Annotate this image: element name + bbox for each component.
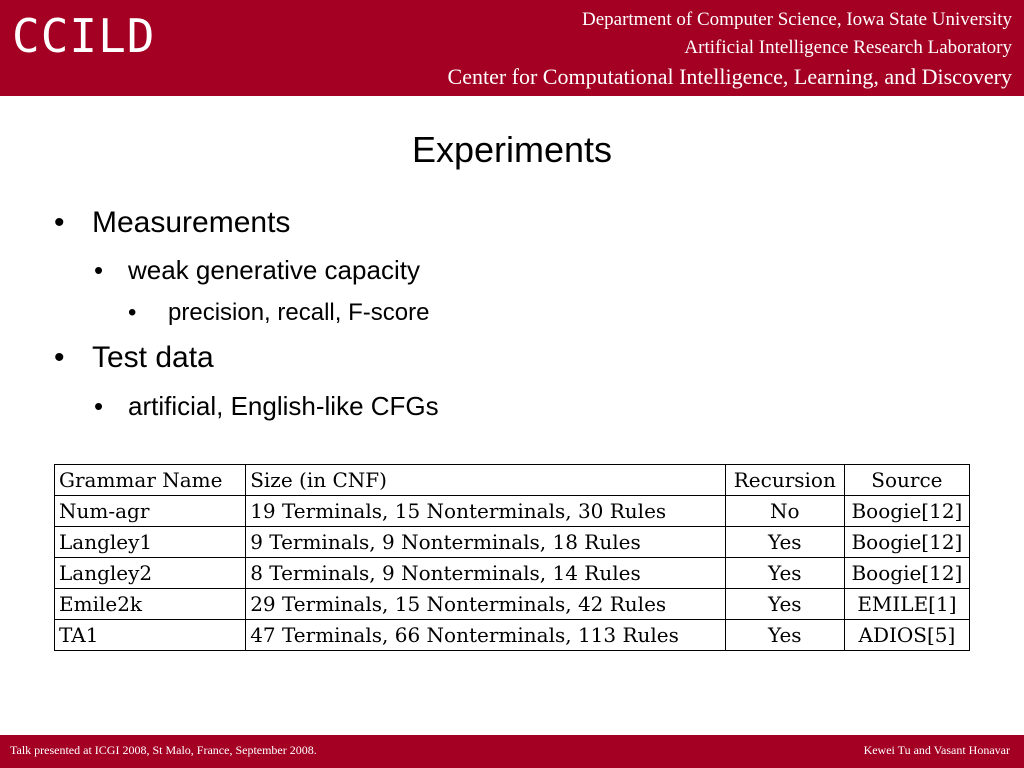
header-recursion: Recursion [725, 465, 844, 496]
table-row [55, 527, 970, 558]
bullet-text: weak generative capacity [128, 255, 420, 285]
cell-size: 8 Terminals, 9 Nonterminals, 14 Rules [246, 558, 726, 589]
bullet-dot: • [94, 255, 104, 285]
affiliation-department: Department of Computer Science, Iowa State University [581, 9, 1012, 30]
cell-grammar-name: TA1 [55, 620, 246, 651]
bullet-test-data [54, 341, 214, 375]
cell-grammar-name: Langley1 [55, 527, 246, 558]
cell-grammar-name: Langley2 [55, 558, 246, 589]
bullet-text: Measurements [92, 206, 291, 239]
cell-source: Boogie[12] [844, 496, 969, 527]
bullet-measurements [54, 206, 291, 240]
cell-source: EMILE[1] [844, 589, 969, 620]
header-grammar-name: Grammar Name [55, 465, 246, 496]
cell-recursion: Yes [725, 558, 844, 589]
header-size: Size (in CNF) [246, 465, 726, 496]
cell-source: Boogie[12] [844, 527, 969, 558]
cell-grammar-name: Emile2k [55, 589, 246, 620]
cell-size: 29 Terminals, 15 Nonterminals, 42 Rules [246, 589, 726, 620]
cell-source: Boogie[12] [844, 558, 969, 589]
cell-size: 19 Terminals, 15 Nonterminals, 30 Rules [246, 496, 726, 527]
bullet-dot: • [94, 391, 104, 421]
bullet-text: Test data [92, 341, 214, 374]
cell-size: 9 Terminals, 9 Nonterminals, 18 Rules [246, 527, 726, 558]
cell-recursion: Yes [725, 527, 844, 558]
bullet-precision [128, 299, 430, 327]
ccild-logo: CCILD [12, 9, 156, 63]
bullet-dot: • [54, 206, 65, 239]
cell-source: ADIOS[5] [844, 620, 969, 651]
bullet-dot: • [54, 341, 65, 374]
footer-talk-info: Talk presented at ICGI 2008, St Malo, France, September 2008. [10, 743, 317, 757]
cell-recursion: Yes [725, 589, 844, 620]
header-source: Source [844, 465, 969, 496]
cell-size: 47 Terminals, 66 Nonterminals, 113 Rules [246, 620, 726, 651]
table-row [55, 496, 970, 527]
header-bar [0, 0, 1024, 96]
table-header-row [55, 465, 970, 496]
bullet-text: precision, recall, F-score [168, 299, 430, 326]
grammar-table [54, 464, 970, 651]
table-row [55, 589, 970, 620]
bullet-text: artificial, English-like CFGs [128, 391, 439, 421]
affiliation-block [448, 6, 1012, 92]
cell-recursion: Yes [725, 620, 844, 651]
footer-authors: Kewei Tu and Vasant Honavar [863, 743, 1010, 757]
slide-title: Experiments [411, 129, 613, 170]
bullet-dot: • [128, 299, 137, 326]
table-row [55, 620, 970, 651]
bullet-artificial [94, 391, 439, 422]
table-row [55, 558, 970, 589]
cell-grammar-name: Num-agr [55, 496, 246, 527]
footer-bar [0, 735, 1024, 768]
bullet-weak-capacity [94, 255, 420, 286]
affiliation-center: Center for Computational Intelligence, Learning, and Discovery [447, 64, 1012, 89]
affiliation-lab: Artificial Intelligence Research Laboratory [684, 37, 1012, 58]
cell-recursion: No [725, 496, 844, 527]
